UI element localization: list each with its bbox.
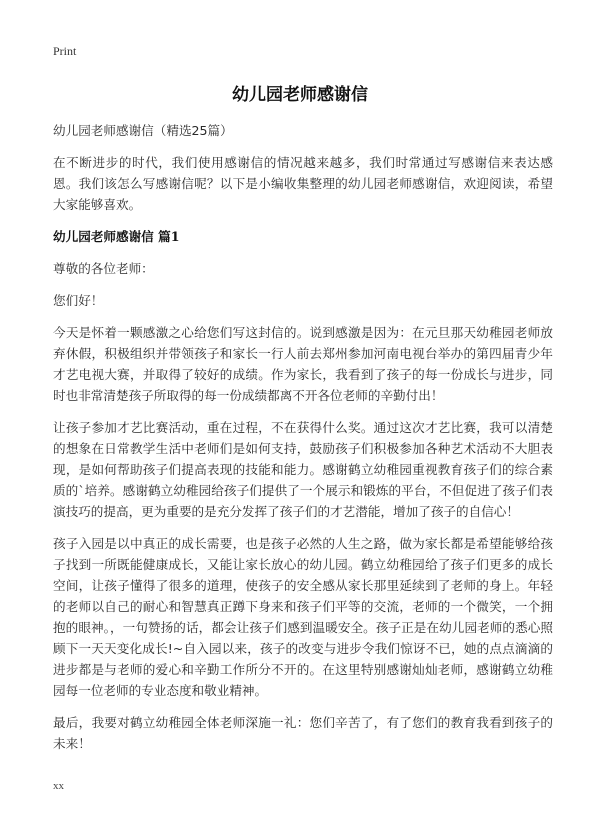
greeting: 您们好！ bbox=[53, 293, 104, 308]
document-subtitle: 幼儿园老师感谢信（精选25篇） bbox=[53, 123, 233, 138]
document-body bbox=[53, 120, 553, 765]
page-title: 幼儿园老师感谢信 bbox=[232, 85, 368, 105]
body-paragraph: 让孩子参加才艺比赛活动，重在过程，不在获得什么奖。通过这次才艺比赛，我可以清楚的想象在日常教学生活中老师们是如何支持，鼓励孩子们积极参加各种艺术活动不大胆表现，是如何帮助孩子们提高表现的技能和能力。感谢鹤立幼稚园重视教育孩子们的综合素质的`培养。感谢鹤立幼稚园给孩子们提供了一个展示和锻炼的平台，不但促进了孩子们表演技巧的提高，更为重要的是充分发挥了孩子们的才艺潜能，增加了孩子的自信心！ bbox=[53, 420, 553, 519]
salutation: 尊敬的各位老师： bbox=[53, 261, 154, 276]
body-paragraph: 孩子入园是以中真正的成长需要，也是孩子必然的人生之路，做为家长都是希望能够给孩子找到一所既能健康成长，又能让家长放心的幼儿园。鹤立幼稚园给了孩子们更多的成长空间，让孩子懂得了很多的道理，使孩子的安全感从家长那里延续到了老师的身上。年轻的老师以自己的耐心和智慧真正蹲下身来和孩子们平等的交流，老师的一个微笑，一个拥抱的眼神。，一句赞扬的话，都会让孩子们感到温暖安全。孩子正是在幼儿园老师的悉心照顾下一天天变化成长!~自入园以来，孩子的改变与进步令我们惊讶不已，她的点点滴滴的进步都是与老师的爱心和辛勤工作所分不开的。在这里特别感谢灿灿老师，感谢鹤立幼稚园每一位老师的专业态度和敬业精神。 bbox=[53, 536, 553, 698]
intro-paragraph: 在不断进步的时代，我们使用感谢信的情况越来越多，我们时常通过写感谢信来表达感恩。我们该怎么写感谢信呢？以下是小编收集整理的幼儿园老师感谢信，欢迎阅读，希望大家能够喜欢。 bbox=[53, 155, 553, 212]
print-link[interactable]: Print bbox=[53, 44, 77, 58]
body-paragraph: 今天是怀着一颗感激之心给您们写这封信的。说到感激是因为：在元旦那天幼稚园老师放弃休假，积极组织并带领孩子和家长一行人前去郑州参加河南电视台举办的第四届青少年才艺电视大赛，并取得了较好的成绩。作为家长，我看到了孩子的每一份成长与进步，同时也非常清楚孩子所取得的每一份成绩都离不开各位老师的辛勤付出！ bbox=[53, 325, 553, 403]
footer-text: xx bbox=[53, 780, 64, 792]
section-heading: 幼儿园老师感谢信 篇1 bbox=[53, 229, 180, 244]
body-paragraph: 最后，我要对鹤立幼稚园全体老师深施一礼：您们辛苦了，有了您们的教育我看到孩子的未来！ bbox=[53, 715, 553, 751]
